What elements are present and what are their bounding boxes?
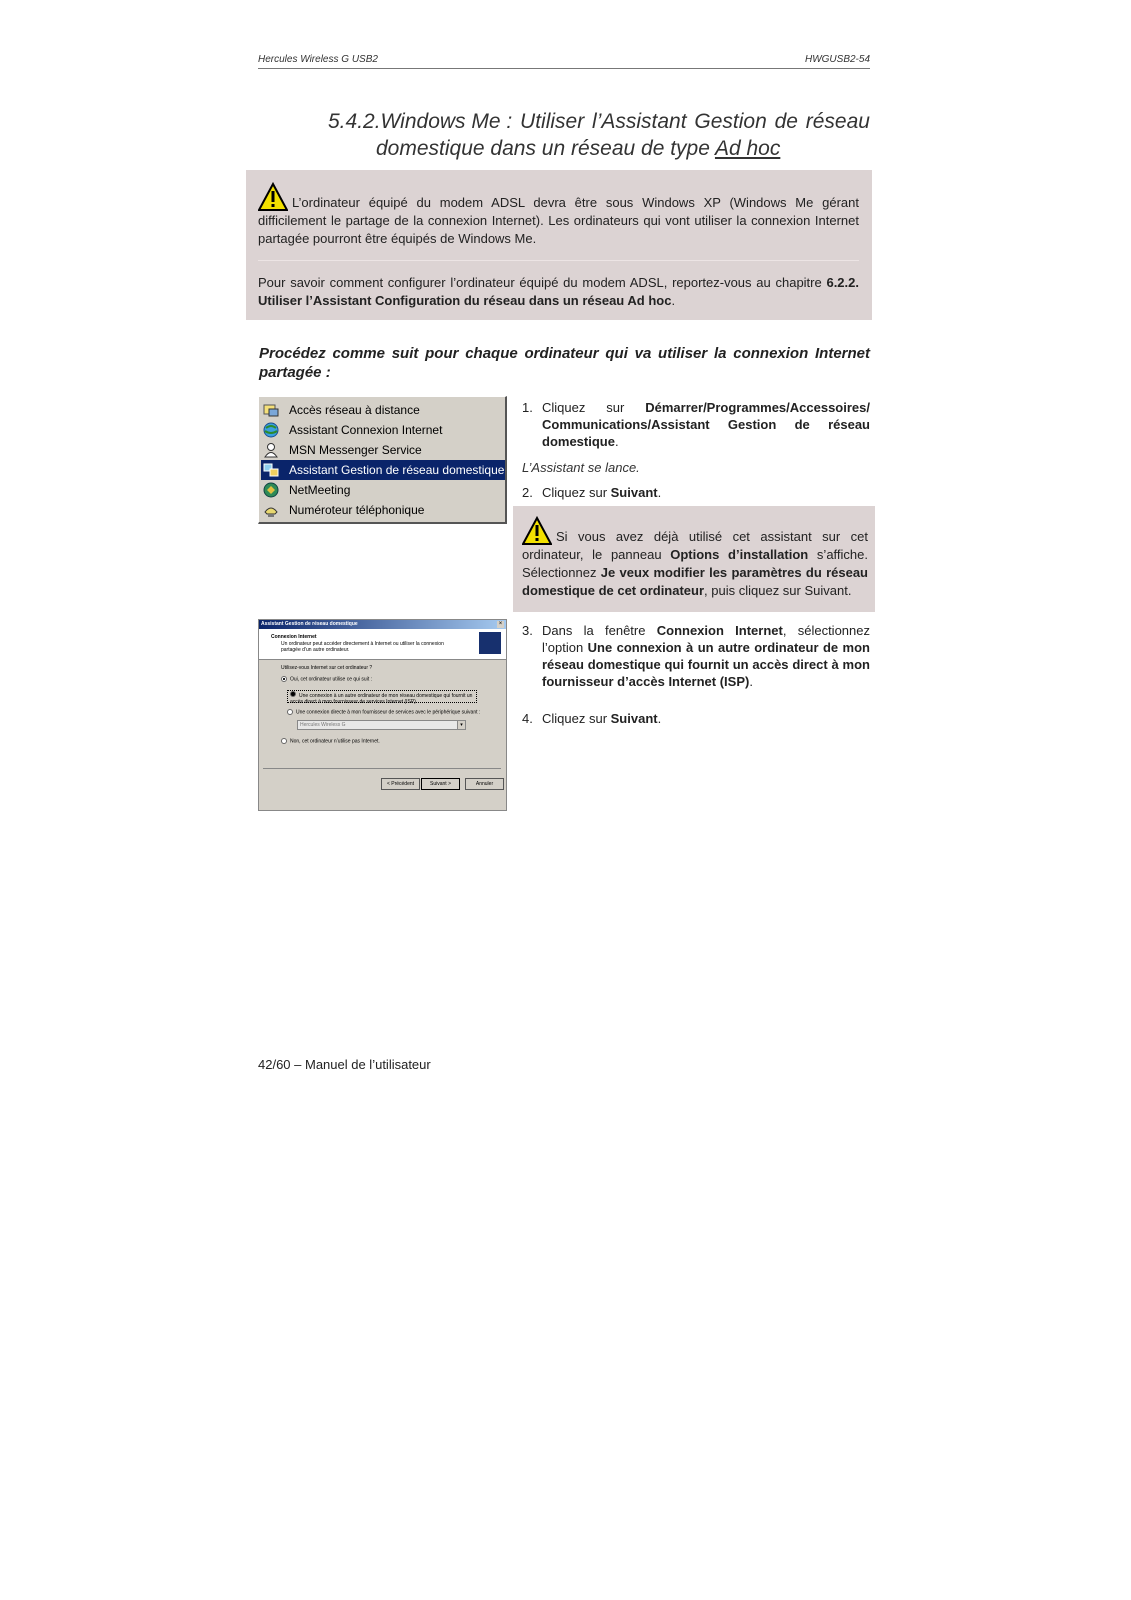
title-word: Utiliser (520, 110, 585, 133)
step-number: 2. (522, 485, 533, 500)
warning-icon (522, 516, 552, 546)
network-icon (479, 632, 501, 654)
warning-note (246, 170, 872, 320)
menu-item-assistant-connexion[interactable]: Assistant Connexion Internet (261, 420, 505, 440)
wizard-description: Un ordinateur peut accéder directement à Internet ou utiliser la connexion partagée d’un autre ordinateur. (281, 641, 444, 653)
note-paragraph: L’ordinateur équipé du modem ADSL devra être sous Windows XP (Windows Me gérant difficilement le partage de la connexion Internet). Les ordinateurs qui vont utiliser la connexion Internet partagée pourront être équipés de Windows Me. (258, 182, 859, 248)
menu-item-numeroteur[interactable]: Numéroteur téléphonique (261, 500, 505, 520)
chapter-reference: 6.2.2. Utiliser l’Assistant Configuration du réseau dans un réseau Ad hoc (258, 275, 859, 308)
note-paragraph-reference: Pour savoir comment configurer l’ordinateur équipé du modem ADSL, reportez-vous au chapitre 6.2.2. Utiliser l’Assistant Configuration du réseau dans un réseau Ad hoc. (258, 275, 859, 308)
warning-icon (258, 182, 288, 212)
step-number: 1. (522, 400, 533, 415)
warning-note-options (513, 506, 875, 612)
radio-shared-connection[interactable]: Une connexion à un autre ordinateur de mon réseau domestique qui fournit un accès direct à mon fournisseur de services Internet (ISP) (287, 690, 477, 703)
menu-item-assistant-gestion-reseau[interactable]: Assistant Gestion de réseau domestique (261, 460, 505, 480)
next-button[interactable]: Suivant > (421, 778, 460, 790)
radio-selected-icon (290, 691, 296, 697)
wizard-divider (263, 768, 501, 769)
title-word: de (774, 110, 798, 133)
header-product: Hercules Wireless G USB2 (258, 54, 378, 65)
title-word: Gestion (694, 110, 767, 133)
wizard-screenshot (258, 619, 507, 811)
step-1: 1. Cliquez sur Démarrer/Programmes/Accessoires/ Communications/Assistant Gestion de réseau domestique. (522, 400, 870, 449)
network-wizard-icon (263, 462, 279, 478)
messenger-icon (263, 442, 279, 458)
radio-direct-connection[interactable]: Une connexion directe à mon fournisseur de services avec le périphérique suivant : (287, 709, 480, 715)
title-adhoc: Ad hoc (714, 137, 781, 160)
radio-yes[interactable]: Oui, cet ordinateur utilise ce qui suit : (281, 676, 372, 682)
menu-item-acces-reseau[interactable]: Accès réseau à distance (261, 400, 505, 420)
running-header (258, 54, 870, 69)
header-model: HWGUSB2-54 (804, 54, 870, 65)
section-number: 5.4.2. (328, 110, 381, 133)
intro-instruction: Procédez comme suit pour chaque ordinateur qui va utiliser la connexion Internet partagée : (259, 345, 870, 381)
assistant-launch-note: L’Assistant se lance. (522, 460, 640, 475)
wizard-heading: Connexion Internet (271, 634, 317, 640)
menu-item-msn-messenger[interactable]: MSN Messenger Service (261, 440, 505, 460)
previous-button[interactable]: < Précédent (381, 778, 420, 790)
menu-item-netmeeting[interactable]: NetMeeting (261, 480, 505, 500)
title-word: réseau (805, 110, 870, 133)
chevron-down-icon: ▾ (457, 721, 465, 729)
wizard-header (259, 629, 506, 660)
menu-path: Démarrer/Programmes/Accessoires/ Communications/Assistant Gestion de réseau domestique (542, 400, 870, 449)
start-menu-screenshot (258, 396, 507, 524)
section-title (328, 108, 870, 162)
wizard-question: Utilisez-vous Internet sur cet ordinateur ? (281, 665, 373, 671)
radio-icon (281, 738, 287, 744)
wizard-title-bar: Assistant Gestion de réseau domestique (259, 620, 506, 629)
page-footer: 42/60 – Manuel de l’utilisateur (258, 1057, 431, 1072)
step-4: 4. Cliquez sur Suivant. (522, 711, 662, 726)
step-3: 3. Dans la fenêtre Connexion Internet, sélectionnez l’option Une connexion à un autre ordinateur de mon réseau domestique qui fournit un accès direct à mon fournisseur d’accès Internet (ISP). (522, 623, 870, 689)
radio-no-internet[interactable]: Non, cet ordinateur n’utilise pas Internet. (281, 738, 380, 744)
step-number: 3. (522, 623, 533, 638)
close-icon[interactable]: × (498, 621, 503, 627)
step-2: 2. Cliquez sur Suivant. (522, 485, 662, 500)
title-line2: domestique dans un réseau de type (376, 137, 715, 160)
netmeeting-icon (263, 482, 279, 498)
device-dropdown[interactable]: Hercules Wireless G ▾ (297, 720, 466, 730)
note-paragraph: Si vous avez déjà utilisé cet assistant sur cet ordinateur, le panneau Options d’installation s’affiche. Sélectionnez Je veux modifier les paramètres du réseau domestique de cet ordinateur, puis cliquez sur Suivant. (522, 516, 868, 600)
cancel-button[interactable]: Annuler (465, 778, 504, 790)
step-number: 4. (522, 711, 533, 726)
dialup-icon (263, 402, 279, 418)
title-word: l’Assistant (592, 110, 687, 133)
phone-dialer-icon (263, 502, 279, 518)
title-word: 5.4.2.Windows Me : (328, 110, 513, 133)
radio-icon (287, 709, 293, 715)
radio-selected-icon (281, 676, 287, 682)
note-divider (258, 260, 859, 261)
globe-icon (263, 422, 279, 438)
